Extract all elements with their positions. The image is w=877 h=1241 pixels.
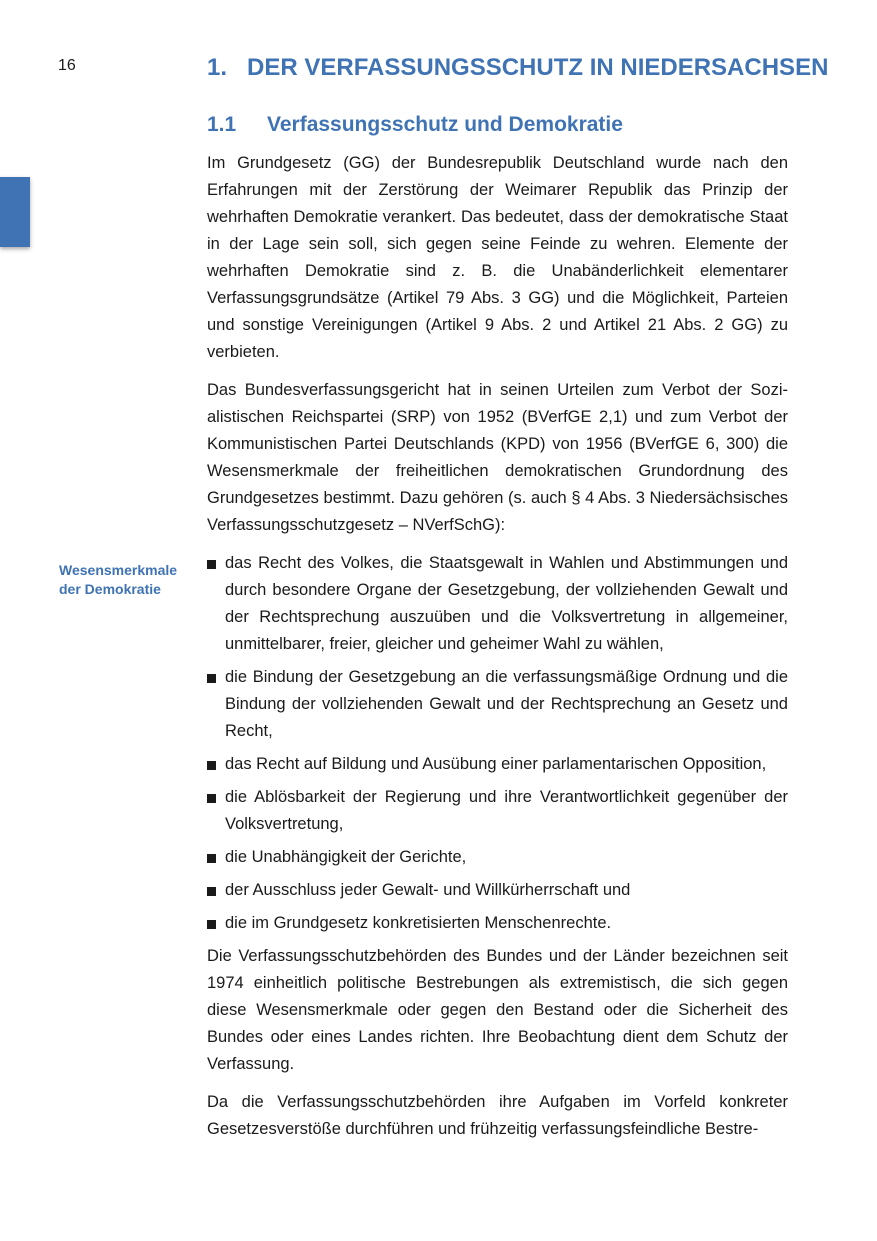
page-content xyxy=(207,53,829,1143)
chapter-number: 1. xyxy=(207,54,228,81)
bullet-square-icon xyxy=(207,854,216,863)
list-item-text: die Ablösbarkeit der Regierung und ihre Verantwortlichkeit gegenüber der Volksvertretung, xyxy=(225,788,788,833)
list-item-text: die im Grundgesetz konkretisierten Menschenrechte. xyxy=(225,914,612,932)
margin-note: Wesensmerkmale der Demokratie xyxy=(59,562,178,597)
chapter-heading xyxy=(207,53,829,83)
chapter-side-tab xyxy=(0,177,30,247)
list-item xyxy=(207,664,788,745)
paragraph-closing: Da die Verfassungsschutzbehörden ihre Aufgaben im Vorfeld konkreter Gesetzesverstöße durchführen und frühzeitig verfassungsfeindliche Bestre- xyxy=(207,1093,788,1138)
section-heading xyxy=(207,111,788,139)
list-item-text: das Recht auf Bildung und Ausübung einer parlamentarischen Opposition, xyxy=(225,755,767,773)
chapter-title: DER VERFASSUNGSSCHUTZ IN NIEDERSACHSEN xyxy=(247,54,829,81)
list-item xyxy=(207,910,788,937)
bullet-square-icon xyxy=(207,761,216,770)
list-item xyxy=(207,844,788,871)
list-item-text: die Bindung der Gesetzgebung an die verfassungsmäßige Ordnung und die Bindung der vollziehenden Gewalt und der Rechtsprechung an Gesetz und Recht, xyxy=(225,668,788,740)
list-item xyxy=(207,751,788,778)
paragraph-intro: Im Grundgesetz (GG) der Bundesrepublik Deutschland wurde nach den Erfahrungen mit der Zerstörung der Weimarer Republik das Prinzip der wehrhaften Demokratie verankert. Das bedeutet, dass der demokratische Staat in der Lage sein soll, sich gegen seine Feinde zu wehren. Elemente der wehrhaften Demokratie sind z. B. die Unabänderlichkeit elementarer Verfassungsgrundsätze (Artikel 79 Abs. 3 GG) und die Möglichkeit, Parteien und sonstige Vereinigungen (Artikel 9 Abs. 2 und Artikel 21 Abs. 2 GG) zu verbieten. xyxy=(207,154,788,361)
bullet-list xyxy=(207,550,788,937)
list-item xyxy=(207,550,788,658)
bullet-square-icon xyxy=(207,920,216,929)
bullet-square-icon xyxy=(207,674,216,683)
bullet-square-icon xyxy=(207,794,216,803)
section-title: Verfassungsschutz und Demokratie xyxy=(267,113,623,136)
list-item-text: die Unabhängigkeit der Gerichte, xyxy=(225,848,467,866)
list-item-text: der Ausschluss jeder Gewalt- und Willkürherrschaft und xyxy=(225,881,631,899)
bullet-square-icon xyxy=(207,887,216,896)
paragraph-extremism: Die Verfassungsschutzbehörden des Bundes und der Länder bezeichnen seit 1974 einheitlich politische Bestrebungen als extremistisch, die sich gegen diese Wesensmerkmale oder gegen den Bestand oder die Sicherheit des Bundes oder eines Landes richten. Ihre Beobachtung dient dem Schutz der Verfassung. xyxy=(207,947,788,1073)
list-item xyxy=(207,784,788,838)
page-number: 16 xyxy=(58,57,76,74)
section-number: 1.1 xyxy=(207,113,237,136)
bullet-square-icon xyxy=(207,560,216,569)
paragraph-court: Das Bundesverfassungsgericht hat in seinen Urteilen zum Verbot der Sozialistischen Reichspartei (SRP) von 1952 (BVerfGE 2,1) und zum Verbot der Kommunistischen Partei Deutschlands (KPD) von 1956 (BVerfGE 6, 300) die Wesensmerkmale der freiheitlichen demokratischen Grundordnung des Grundgesetzes bestimmt. Dazu gehören (s. auch § 4 Abs. 3 Niedersächsisches Verfassungsschutzgesetz – NVerfSchG): xyxy=(207,381,788,534)
list-item xyxy=(207,877,788,904)
list-item-text: das Recht des Volkes, die Staatsgewalt in Wahlen und Abstimmungen und durch besondere Organe der Gesetzgebung, der vollziehenden Gewalt und der Rechtsprechung auszuüben und die Volksvertretung in allgemeiner, unmittelbarer, freier, gleicher und geheimer Wahl zu wählen, xyxy=(225,554,788,653)
